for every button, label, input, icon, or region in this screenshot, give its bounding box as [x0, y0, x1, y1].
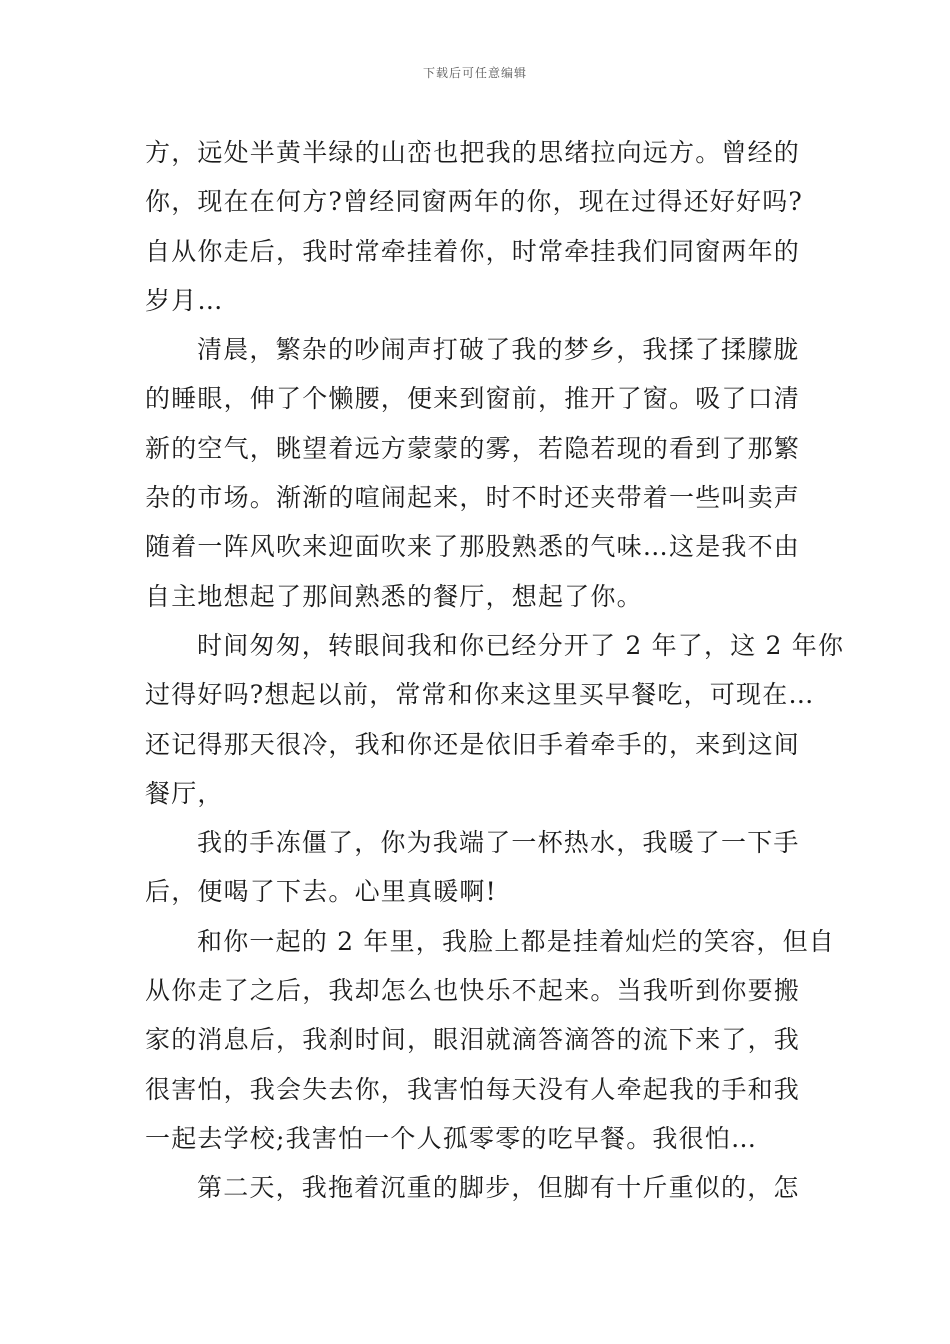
- text-line: 我的手冻僵了，你为我端了一杯热水，我暖了一下手: [197, 828, 800, 858]
- text-line: 随着一阵风吹来迎面吹来了那股熟悉的气味…这是我不由: [145, 532, 801, 562]
- page-header: 下载后可任意编辑: [422, 66, 527, 80]
- text-line: 还记得那天很冷，我和你还是依旧手着牵手的，来到这间: [145, 729, 801, 759]
- text-line: 岁月…: [145, 285, 224, 315]
- text-line: 新的空气，眺望着远方蒙蒙的雾，若隐若现的看到了那繁: [145, 433, 801, 463]
- text-line: 家的消息后，我刹时间，眼泪就滴答滴答的流下来了，我: [145, 1025, 801, 1055]
- body-text: [145, 128, 845, 1213]
- text-line: 过得好吗?想起以前，常常和你来这里买早餐吃，可现在…: [145, 680, 815, 710]
- text-line: 你，现在在何方?曾经同窗两年的你，现在过得还好好吗?: [145, 187, 804, 217]
- text-line: 一起去学校;我害怕一个人孤零零的吃早餐。我很怕…: [145, 1123, 758, 1153]
- text-line: 从你走了之后，我却怎么也快乐不起来。当我听到你要搬: [145, 976, 801, 1006]
- text-line: 杂的市场。渐渐的喧闹起来，时不时还夹带着一些叫卖声: [145, 483, 801, 513]
- text-line: 餐厅，: [145, 778, 224, 808]
- text-line: 第二天，我拖着沉重的脚步，但脚有十斤重似的，怎: [197, 1173, 800, 1203]
- text-line: 后，便喝了下去。心里真暖啊!: [145, 877, 497, 907]
- text-line: 自从你走后，我时常牵挂着你，时常牵挂我们同窗两年的: [145, 236, 801, 266]
- text-line: 和你一起的 2 年里，我脸上都是挂着灿烂的笑容，但自: [197, 926, 836, 956]
- text-line: 时间匆匆，转眼间我和你已经分开了 2 年了，这 2 年你: [197, 630, 845, 660]
- text-line: 自主地想起了那间熟悉的餐厅，想起了你。: [145, 581, 643, 611]
- text-line: 的睡眼，伸了个懒腰，便来到窗前，推开了窗。吸了口清: [145, 384, 801, 414]
- text-line: 很害怕，我会失去你，我害怕每天没有人牵起我的手和我: [145, 1074, 801, 1104]
- text-line: 清晨，繁杂的吵闹声打破了我的梦乡，我揉了揉朦胧: [197, 335, 800, 365]
- text-line: 方，远处半黄半绿的山峦也把我的思绪拉向远方。曾经的: [145, 138, 801, 167]
